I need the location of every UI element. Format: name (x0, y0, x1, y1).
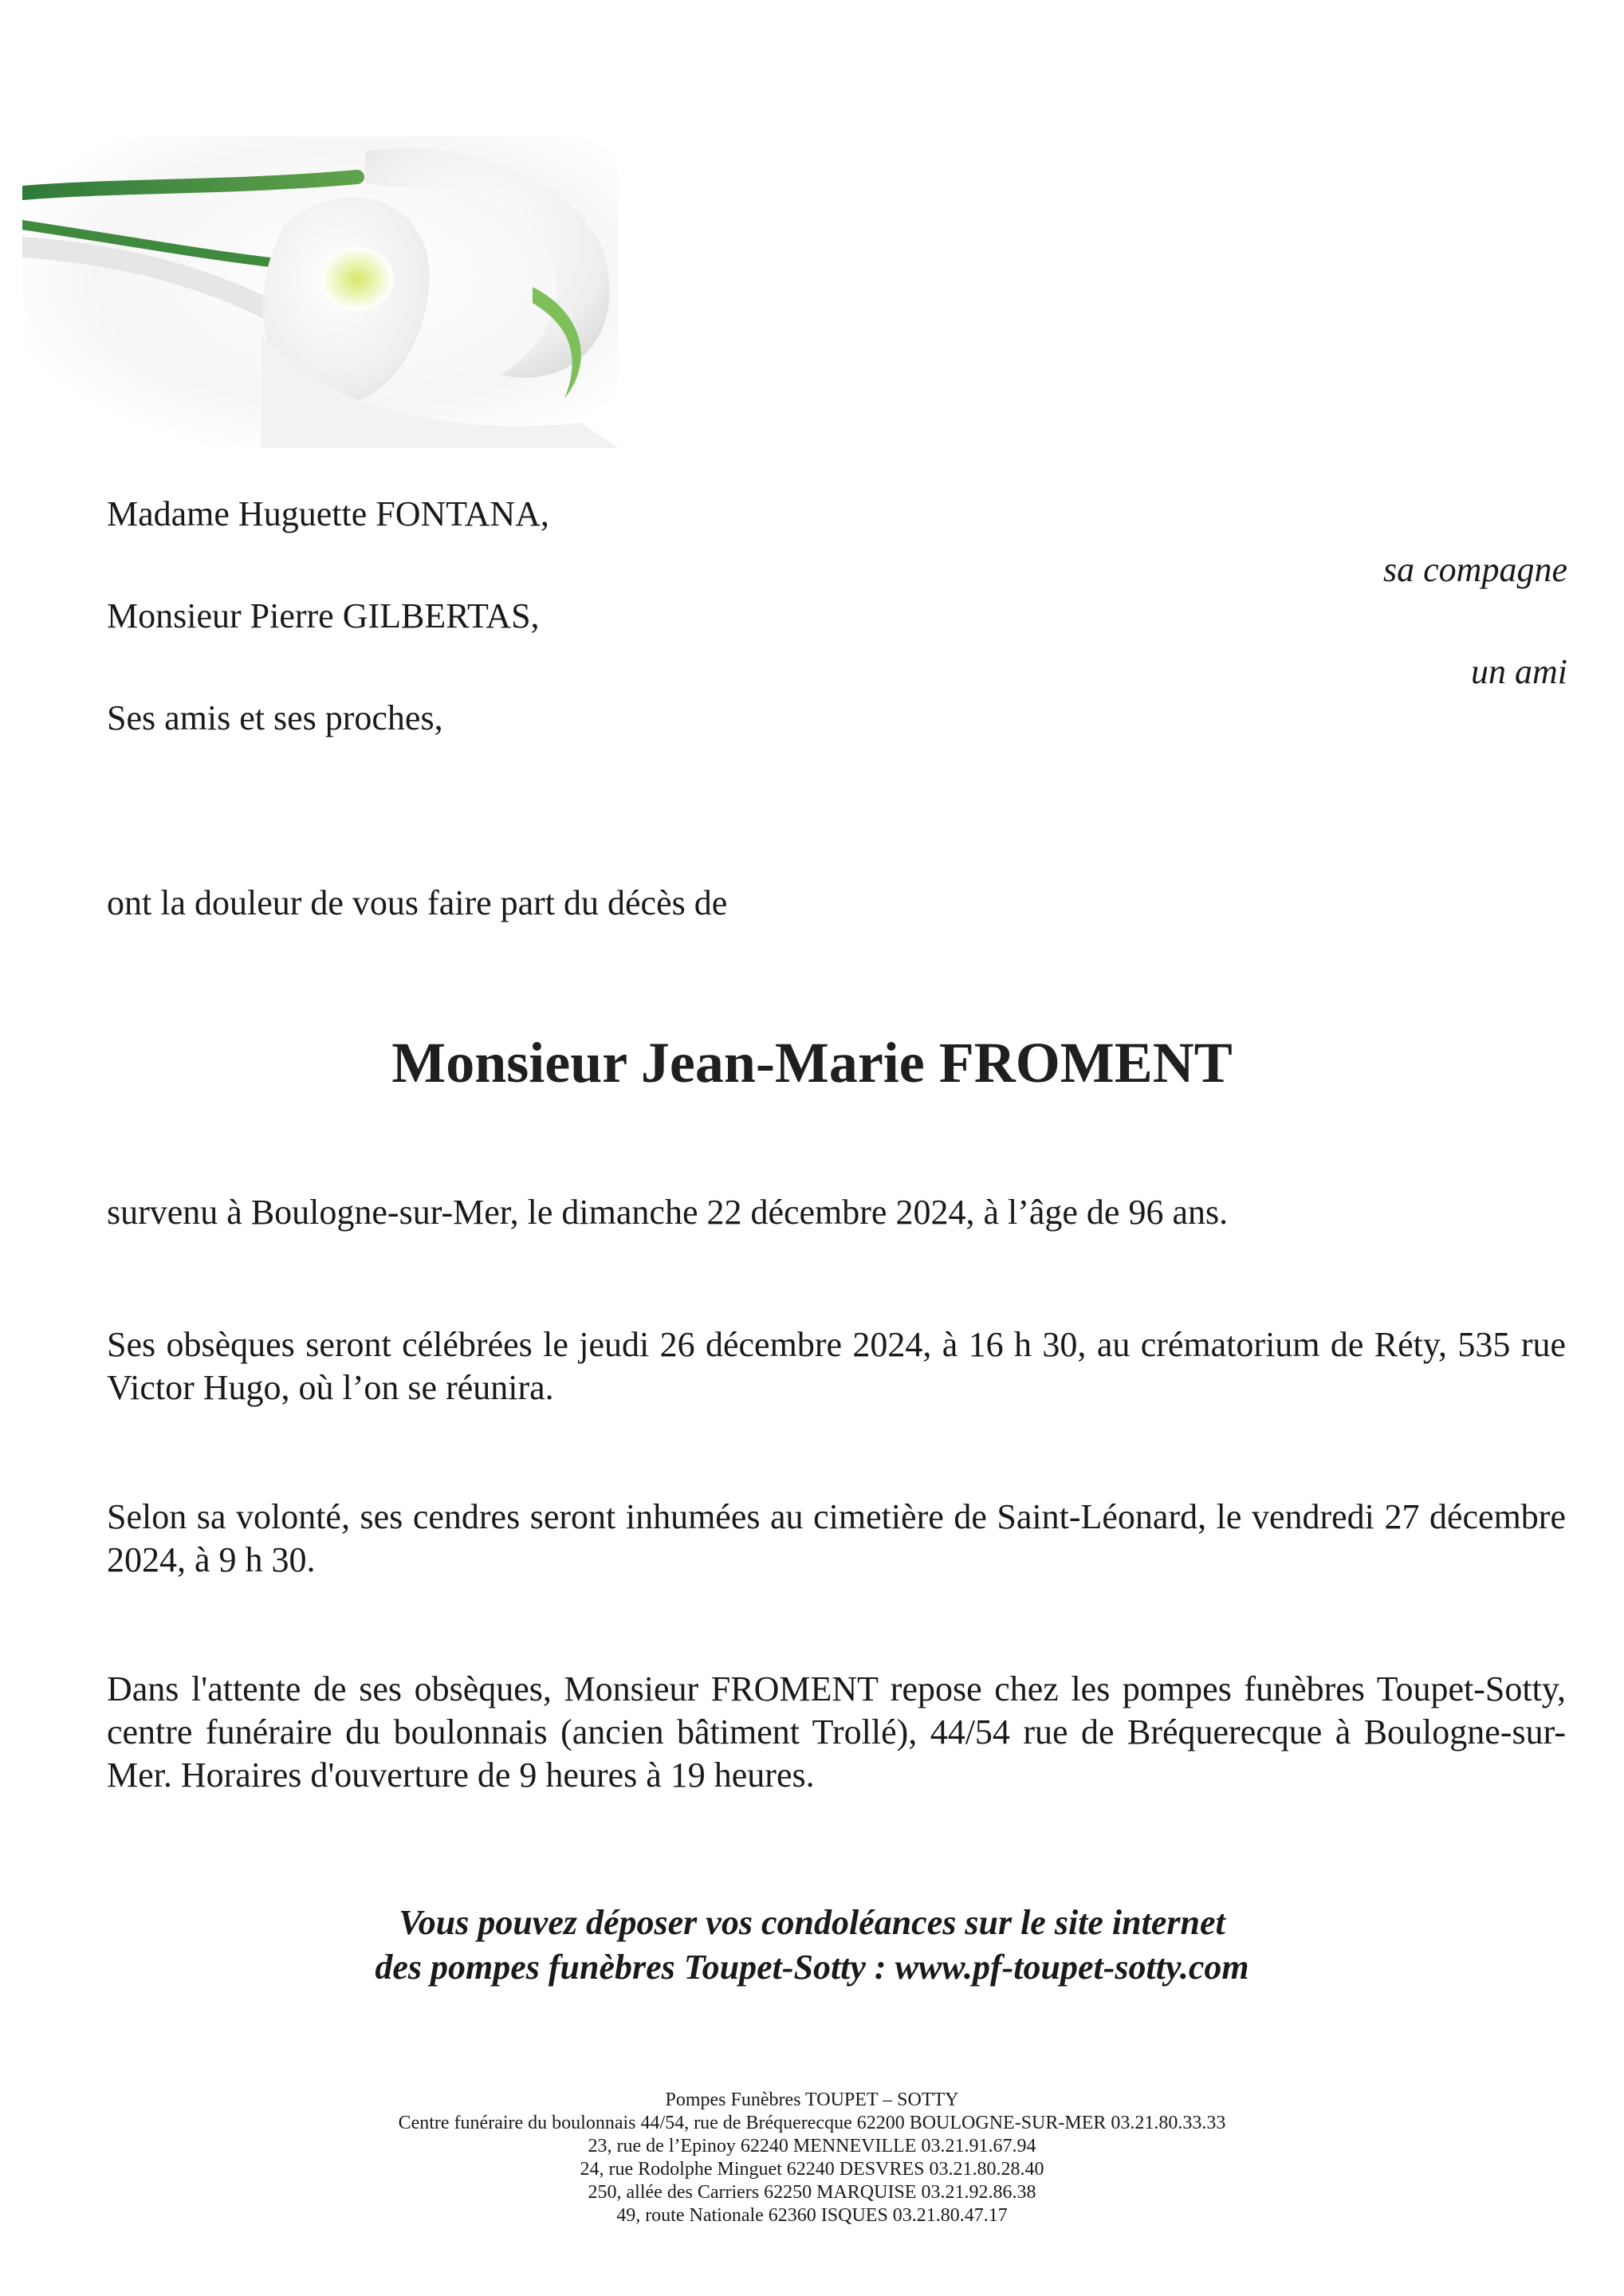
footer-address: 23, rue de l’Epinoy 62240 MENNEVILLE 03.21.91.67.94 (588, 2136, 1036, 2156)
announcement-intro: ont la douleur de vous faire part du décès de (107, 883, 728, 922)
footer-address: Centre funéraire du boulonnais 44/54, rue de Bréquerecque 62200 BOULOGNE-SUR-MER 03.21.80.33.33 (398, 2113, 1226, 2133)
death-details: survenu à Boulogne-sur-Mer, le dimanche 22 décembre 2024, à l’âge de 96 ans. (107, 1193, 1229, 1232)
calla-lily-image (22, 136, 619, 448)
family-member-relation: un ami (1471, 652, 1567, 691)
condolences-line-1: Vous pouvez déposer vos condoléances sur le site internet (399, 1903, 1225, 1942)
family-member-name: Monsieur Pierre GILBERTAS, (107, 596, 540, 635)
deceased-name: Monsieur Jean-Marie FROMENT (391, 1031, 1233, 1095)
footer-address: 49, route Nationale 62360 ISQUES 03.21.80.47.17 (616, 2205, 1008, 2226)
footer-company: Pompes Funèbres TOUPET – SOTTY (665, 2090, 959, 2110)
family-member-relation: sa compagne (1383, 550, 1567, 589)
funeral-details: Ses obsèques seront célébrées le jeudi 26 décembre 2024, à 16 h 30, au crématorium de Réty, 535 rue Victor Hugo, où l’on se réunira. (107, 1325, 1566, 1407)
ashes-details: Selon sa volonté, ses cendres seront inhumées au cimetière de Saint-Léonard, le vendredi 27 décembre 2024, à 9 h 30. (107, 1497, 1566, 1579)
condolences-line-2: des pompes funèbres Toupet-Sotty : www.pf-toupet-sotty.com (375, 1948, 1249, 1987)
family-member-name: Ses amis et ses proches, (107, 698, 443, 737)
footer-address: 250, allée des Carriers 62250 MARQUISE 03.21.92.86.38 (588, 2182, 1036, 2203)
footer-address: 24, rue Rodolphe Minguet 62240 DESVRES 03.21.80.28.40 (580, 2159, 1044, 2180)
family-member-name: Madame Huguette FONTANA, (107, 494, 549, 533)
viewing-details: Dans l'attente de ses obsèques, Monsieur FROMENT repose chez les pompes funèbres Toupet-Sotty, centre funéraire du boulonnais (ancien bâtiment Trollé), 44/54 rue de Bréquerecque à Boulogne-sur-Mer. Horaires d'ouverture de 9 heures à 19 heures. (107, 1669, 1566, 1795)
funeral-home-footer (0, 2089, 1624, 2227)
